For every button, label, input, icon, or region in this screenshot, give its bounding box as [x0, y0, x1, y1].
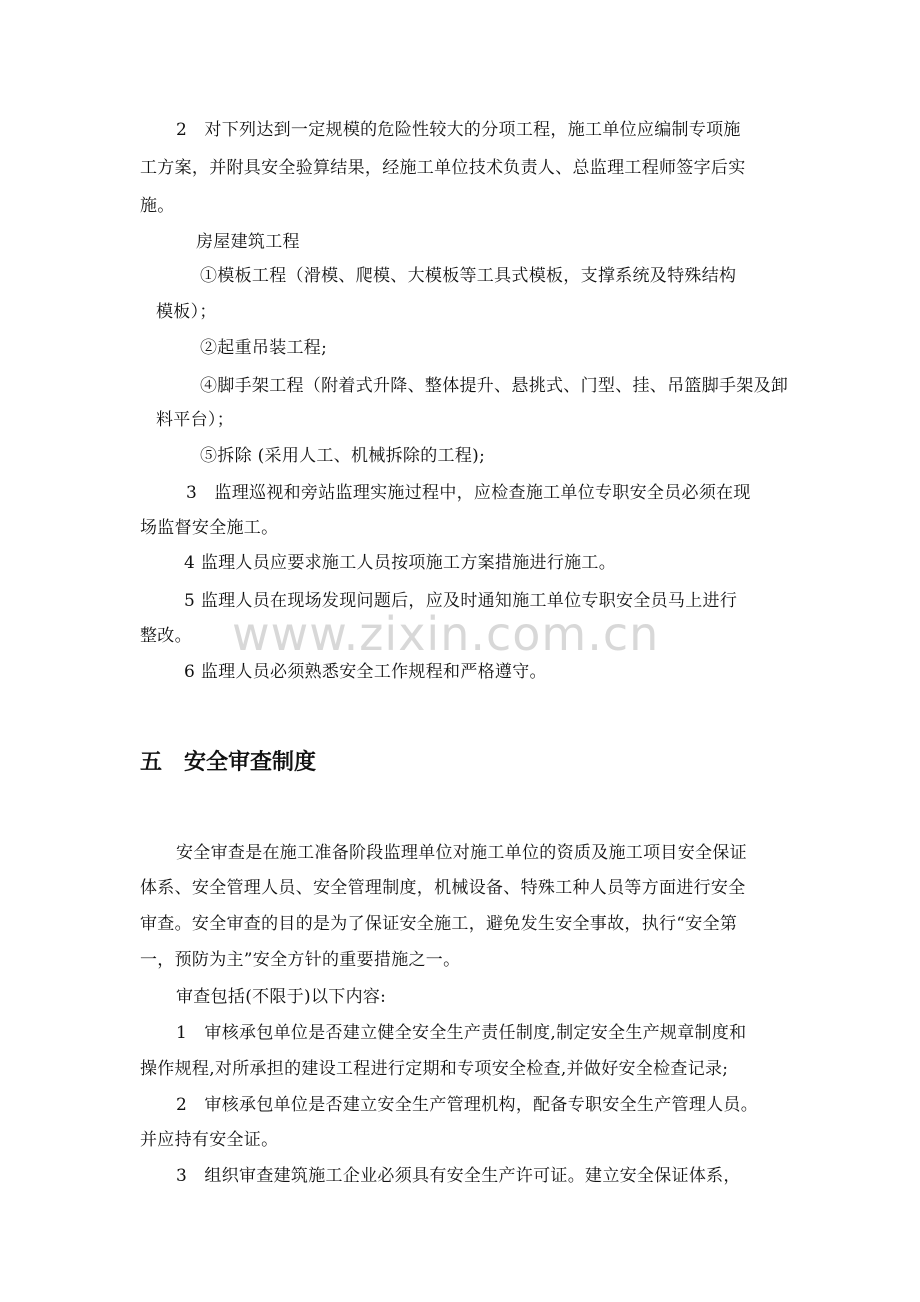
paragraph-3-line-2: 场监督安全施工。: [140, 518, 279, 538]
item-5: ⑤拆除 (采用人工、机械拆除的工程);: [200, 446, 486, 466]
item-4-line-1: ④脚手架工程（附着式升降、整体提升、悬挑式、门型、挂、吊篮脚手架及卸: [200, 376, 789, 396]
building-works-label: 房屋建筑工程: [196, 232, 300, 252]
item-1-line-2: 模板）；: [156, 302, 217, 322]
intro-line-1: 安全审查是在施工准备阶段监理单位对施工单位的资质及施工项目安全保证: [176, 843, 747, 863]
item-2: ②起重吊装工程;: [200, 338, 328, 358]
review-2-line-1: 2 审核承包单位是否建立安全生产管理机构，配备专职安全生产管理人员。: [176, 1095, 759, 1115]
paragraph-6: 6 监理人员必须熟悉安全工作规程和严格遵守。: [184, 662, 547, 682]
section-title: 安全审查制度: [184, 750, 317, 775]
review-1-line-2: 操作规程,对所承担的建设工程进行定期和专项安全检查,并做好安全检查记录;: [140, 1059, 729, 1079]
paragraph-3-line-1: 3 监理巡视和旁站监理实施过程中，应检查施工单位专职安全员必须在现: [186, 483, 751, 503]
paragraph-2-line-2: 工方案，并附具安全验算结果，经施工单位技术负责人、总监理工程师签字后实: [140, 158, 746, 178]
watermark: www.zixin.com.cn: [232, 607, 660, 661]
intro-line-2: 体系、安全管理人员、安全管理制度，机械设备、特殊工种人员等方面进行安全: [140, 878, 746, 898]
section-heading: [140, 748, 316, 778]
review-1-line-1: 1 审核承包单位是否建立健全安全生产责任制度,制定安全生产规章制度和: [176, 1023, 747, 1043]
paragraph-4: 4 监理人员应要求施工人员按项施工方案措施进行施工。: [184, 553, 617, 573]
review-2-line-2: 并应持有安全证。: [140, 1130, 279, 1150]
item-1-line-1: ①模板工程（滑模、爬模、大模板等工具式模板，支撑系统及特殊结构: [200, 266, 737, 286]
section-number: 五: [140, 750, 163, 775]
review-3-line-1: 3 组织审查建筑施工企业必须具有安全生产许可证。建立安全保证体系，: [176, 1166, 741, 1186]
intro-line-3: 审查。安全审查的目的是为了保证安全施工，避免发生安全事故，执行“安全第: [140, 914, 738, 934]
scope-line: 审查包括(不限于)以下内容:: [176, 987, 387, 1007]
paragraph-2-line-1: 2 对下列达到一定规模的危险性较大的分项工程，施工单位应编制专项施: [176, 120, 741, 140]
paragraph-5-line-2: 整改。: [140, 626, 192, 646]
paragraph-2-line-3: 施。: [140, 196, 175, 216]
paragraph-5-line-1: 5 监理人员在现场发现问题后，应及时通知施工单位专职安全员马上进行: [184, 591, 738, 611]
intro-line-4: 一，预防为主”安全方针的重要措施之一。: [140, 950, 461, 970]
item-4-line-2: 料平台）；: [156, 410, 234, 430]
